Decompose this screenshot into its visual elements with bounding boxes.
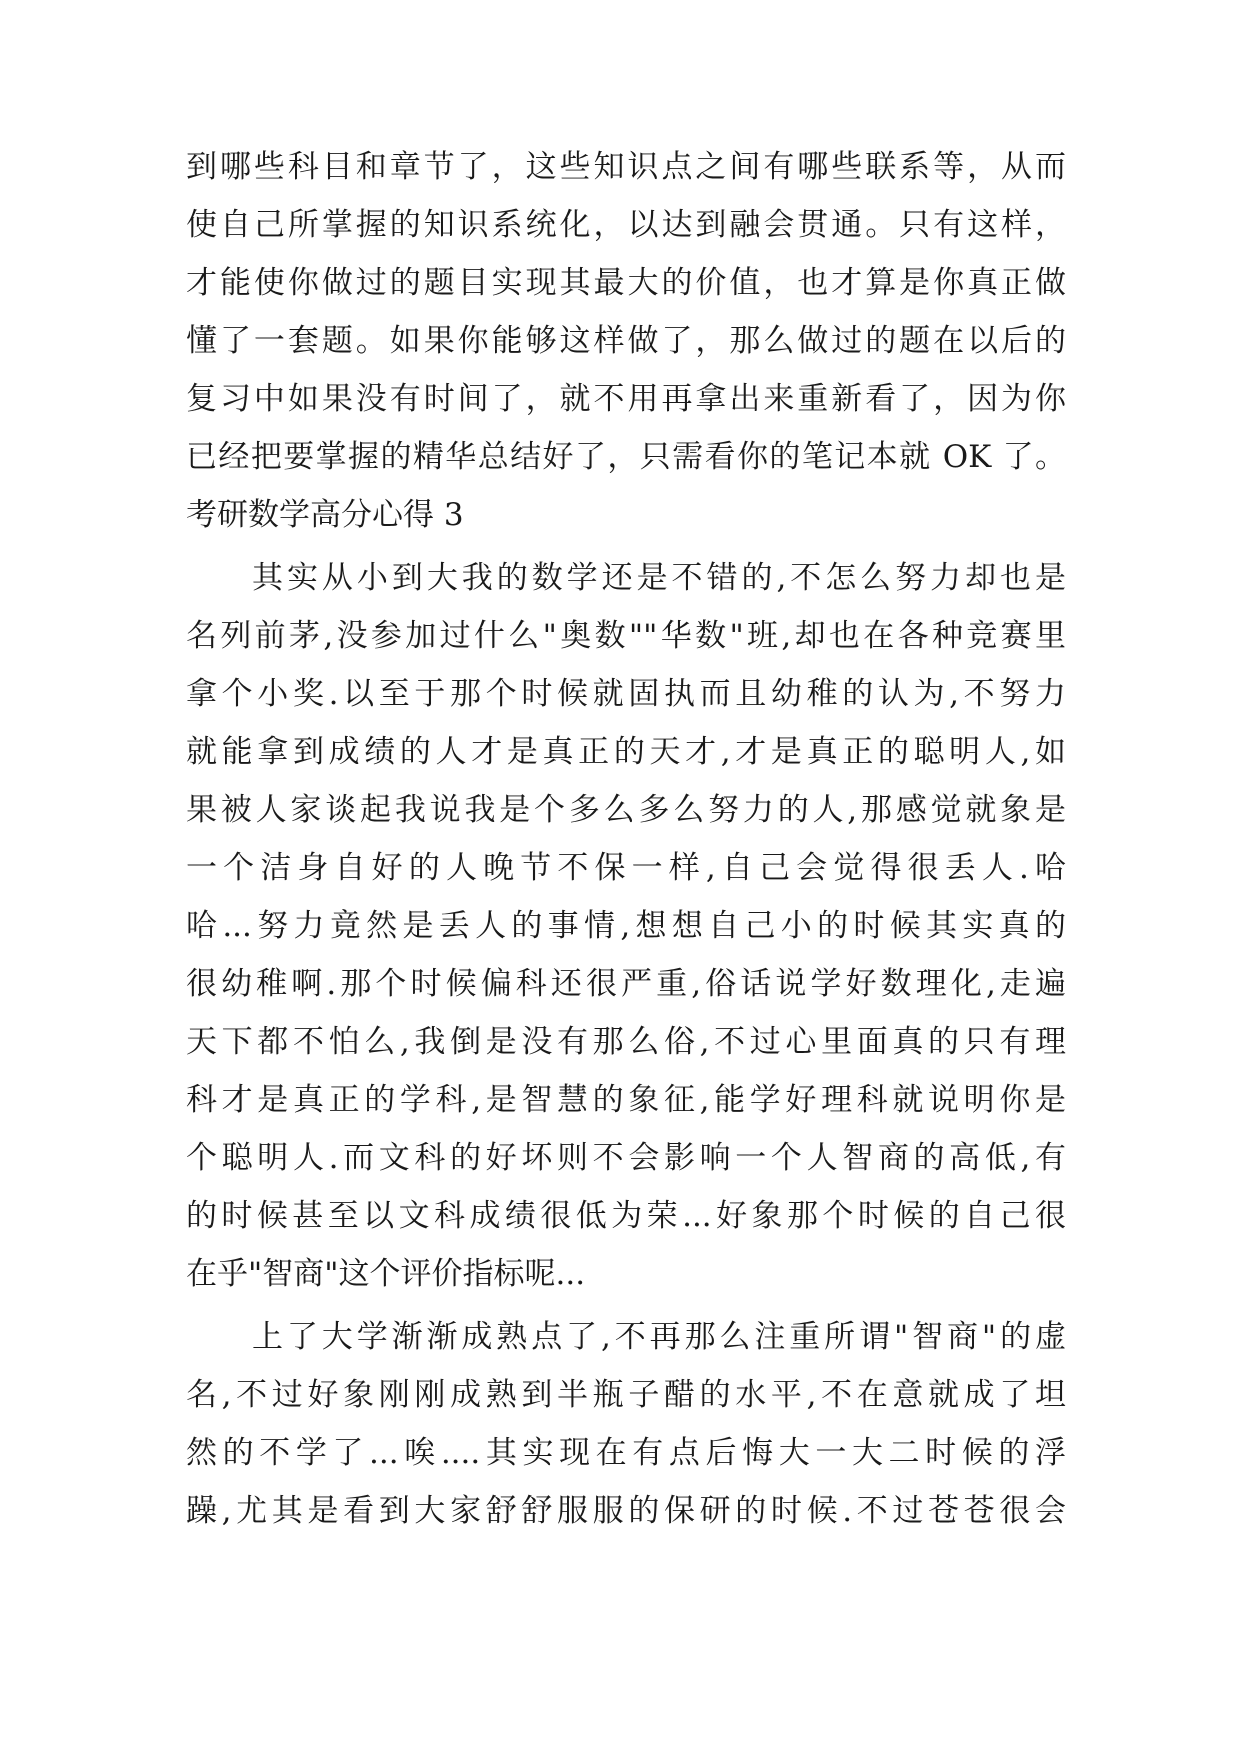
paragraph-1-line: 才能使你做过的题目实现其最大的价值，也才算是你真正做 (186, 265, 1066, 301)
paragraph-2-line: 果被人家谈起我说我是个多么多么努力的人,那感觉就象是 (186, 792, 1066, 828)
paragraph-1-line: 复习中如果没有时间了，就不用再拿出来重新看了，因为你 (186, 381, 1066, 417)
paragraph-3-line: 然的不学了...唉....其实现在有点后悔大一大二时候的浮 (186, 1435, 1066, 1471)
paragraph-2-line: 拿个小奖.以至于那个时候就固执而且幼稚的认为,不努力 (186, 676, 1066, 712)
paragraph-1-line: 到哪些科目和章节了，这些知识点之间有哪些联系等，从而 (186, 149, 1066, 185)
paragraph-2-line: 很幼稚啊.那个时候偏科还很严重,俗话说学好数理化,走遍 (186, 966, 1066, 1002)
paragraph-1-line: 懂了一套题。如果你能够这样做了，那么做过的题在以后的 (186, 323, 1066, 359)
paragraph-2-line: 就能拿到成绩的人才是真正的天才,才是真正的聪明人,如 (186, 734, 1066, 770)
paragraph-1-line: 已经把要掌握的精华总结好了，只需看你的笔记本就 OK 了。 (186, 439, 1066, 475)
paragraph-2-line: 的时候甚至以文科成绩很低为荣...好象那个时候的自己很 (186, 1198, 1066, 1234)
paragraph-2-line: 名列前茅,没参加过什么"奥数""华数"班,却也在各种竞赛里 (186, 618, 1066, 654)
paragraph-2-line: 科才是真正的学科,是智慧的象征,能学好理科就说明你是 (186, 1082, 1066, 1118)
paragraph-3-line: 名,不过好象刚刚成熟到半瓶子醋的水平,不在意就成了坦 (186, 1377, 1066, 1413)
paragraph-2-line: 哈...努力竟然是丢人的事情,想想自己小的时候其实真的 (186, 908, 1066, 944)
paragraph-1-line: 使自己所掌握的知识系统化，以达到融会贯通。只有这样， (186, 207, 1066, 243)
paragraph-2-line: 在乎"智商"这个评价指标呢... (186, 1256, 586, 1292)
paragraph-2-line: 一个洁身自好的人晚节不保一样,自己会觉得很丢人.哈 (186, 850, 1066, 886)
paragraph-3-line: 躁,尤其是看到大家舒舒服服的保研的时候.不过苍苍很会 (186, 1493, 1066, 1529)
paragraph-3-line: 上了大学渐渐成熟点了,不再那么注重所谓"智商"的虚 (252, 1319, 1066, 1355)
paragraph-2-line: 个聪明人.而文科的好坏则不会影响一个人智商的高低,有 (186, 1140, 1066, 1176)
paragraph-2-line: 其实从小到大我的数学还是不错的,不怎么努力却也是 (252, 560, 1066, 596)
paragraph-2-line: 天下都不怕么,我倒是没有那么俗,不过心里面真的只有理 (186, 1024, 1066, 1060)
section-heading: 考研数学高分心得 3 (186, 497, 464, 533)
